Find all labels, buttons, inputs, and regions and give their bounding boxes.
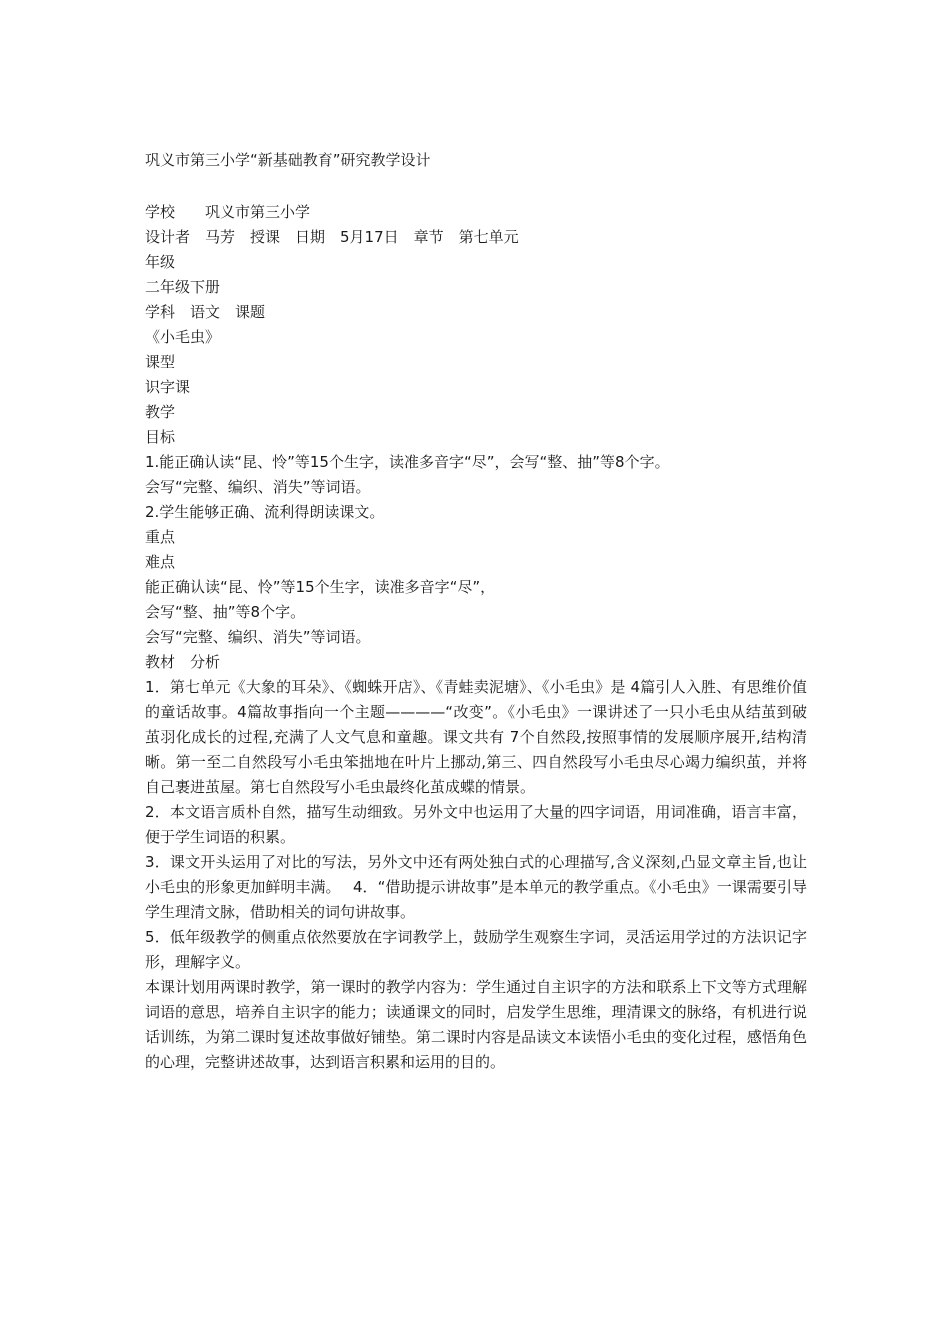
grade-label: 年级 xyxy=(145,253,176,271)
lesson-type-label: 课型 xyxy=(145,353,176,371)
subject-line: 学科 语文 课题 xyxy=(145,303,266,321)
lesson-title: 《小毛虫》 xyxy=(145,328,221,346)
document-title: 巩义市第三小学“新基础教育”研究教学设计 xyxy=(145,151,431,169)
key-point-2: 会写“整、抽”等8个字。 xyxy=(145,603,306,621)
objectives-label-2: 目标 xyxy=(145,428,176,446)
key-points-label: 重点 xyxy=(145,528,176,546)
objective-1-cont: 会写“完整、编织、消失”等词语。 xyxy=(145,478,371,496)
designer-line: 设计者 马芳 授课 日期 5月17日 章节 第七单元 xyxy=(145,228,519,246)
analysis-paragraph-3: 3．课文开头运用了对比的写法，另外文中还有两处独白式的心理描写,含义深刻,凸显文章主旨,也让小毛虫的形象更加鲜明丰满。 4．“借助提示讲故事”是本单元的教学重点。《小毛虫》一课需要引导学生理清文脉，借助相关的词句讲故事。 xyxy=(145,853,807,921)
analysis-label: 教材 分析 xyxy=(145,653,221,671)
analysis-paragraph-1: 1．第七单元《大象的耳朵》、《蜘蛛开店》、《青蛙卖泥塘》、《小毛虫》是 4篇引人入胜、有思维价值的童话故事。4篇故事指向一个主题————“改变”。《小毛虫》一课讲述了一只小毛虫从结茧到破茧羽化成长的过程,充满了人文气息和童趣。课文共有 7个自然段,按照事情的发展顺序展开,结构清晰。第一至二自然段写小毛虫笨拙地在叶片上挪动,第三、四自然段写小毛虫尽心竭力编织茧，并将自己裹进茧屋。第七自然段写小毛虫最终化茧成蝶的情景。 xyxy=(145,678,807,796)
document-body xyxy=(145,148,807,1075)
teaching-plan-paragraph: 本课计划用两课时教学，第一课时的教学内容为：学生通过自主识字的方法和联系上下文等方式理解词语的意思，培养自主识字的能力；读通课文的同时，启发学生思维，理清课文的脉络，有机进行说话训练，为第二课时复述故事做好铺垫。第二课时内容是品读文本读悟小毛虫的变化过程，感悟角色的心理，完整讲述故事，达到语言积累和运用的目的。 xyxy=(145,978,807,1071)
school-line: 学校 巩义市第三小学 xyxy=(145,203,311,221)
difficulties-label: 难点 xyxy=(145,553,176,571)
key-point-1: 能正确认读“昆、怜”等15个生字，读准多音字“尽”， xyxy=(145,578,496,596)
objectives-label-1: 教学 xyxy=(145,403,176,421)
analysis-paragraph-4: 5．低年级教学的侧重点依然要放在字词教学上，鼓励学生观察生字词，灵活运用学过的方法识记字形，理解字义。 xyxy=(145,928,807,971)
objective-1: 1.能正确认读“昆、怜”等15个生字，读准多音字“尽”，会写“整、抽”等8个字。 xyxy=(145,453,670,471)
objective-2: 2.学生能够正确、流利得朗读课文。 xyxy=(145,503,385,521)
analysis-paragraph-2: 2．本文语言质朴自然，描写生动细致。另外文中也运用了大量的四字词语，用词准确，语言丰富，便于学生词语的积累。 xyxy=(145,803,807,846)
lesson-type-value: 识字课 xyxy=(145,378,191,396)
grade-value: 二年级下册 xyxy=(145,278,221,296)
key-point-3: 会写“完整、编织、消失”等词语。 xyxy=(145,628,371,646)
